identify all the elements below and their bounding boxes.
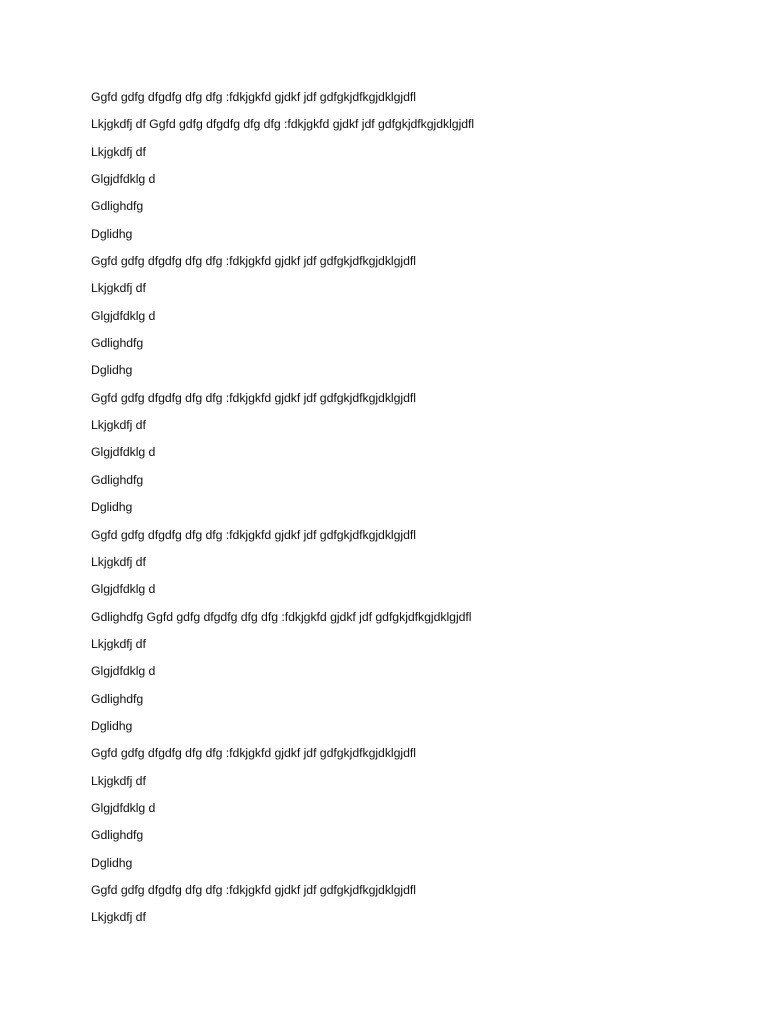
text-line: Ggfd gdfg dfgdfg dfg dfg :fdkjgkfd gjdkf jdf gdfgkjdfkgjdklgjdfl bbox=[91, 390, 416, 405]
text-line: Glgjdfdklg d bbox=[91, 308, 156, 323]
text-line: Ggfd gdfg dfgdfg dfg dfg :fdkjgkfd gjdkf jdf gdfgkjdfkgjdklgjdfl bbox=[91, 254, 416, 269]
text-line: Gdlighdfg bbox=[91, 691, 144, 706]
text-line: Gdlighdfg bbox=[91, 199, 144, 214]
document-body bbox=[91, 84, 731, 932]
text-line: Lkjgkdfj df bbox=[91, 636, 146, 651]
text-line: Lkjgkdfj df bbox=[91, 281, 146, 296]
text-line: Lkjgkdfj df bbox=[91, 554, 146, 569]
text-line: Gdlighdfg Ggfd gdfg dfgdfg dfg dfg :fdkjgkfd gjdkf jdf gdfgkjdfkgjdklgjdfl bbox=[91, 609, 472, 624]
text-line: Dglidhg bbox=[91, 718, 133, 733]
text-line: Gdlighdfg bbox=[91, 472, 144, 487]
text-line: Lkjgkdfj df bbox=[91, 773, 146, 788]
text-line: Glgjdfdklg d bbox=[91, 800, 156, 815]
text-line: Ggfd gdfg dfgdfg dfg dfg :fdkjgkfd gjdkf jdf gdfgkjdfkgjdklgjdfl bbox=[91, 746, 416, 761]
text-line: Lkjgkdfj df bbox=[91, 910, 146, 925]
text-line: Dglidhg bbox=[91, 363, 133, 378]
text-line: Gdlighdfg bbox=[91, 336, 144, 351]
text-line: Glgjdfdklg d bbox=[91, 445, 156, 460]
text-line: Ggfd gdfg dfgdfg dfg dfg :fdkjgkfd gjdkf jdf gdfgkjdfkgjdklgjdfl bbox=[91, 90, 416, 104]
text-line: Lkjgkdfj df bbox=[91, 418, 146, 433]
text-line: Dglidhg bbox=[91, 855, 133, 870]
text-line: Glgjdfdklg d bbox=[91, 664, 156, 679]
text-line: Ggfd gdfg dfgdfg dfg dfg :fdkjgkfd gjdkf jdf gdfgkjdfkgjdklgjdfl bbox=[91, 882, 416, 897]
text-line: Gdlighdfg bbox=[91, 828, 144, 843]
text-line: Glgjdfdklg d bbox=[91, 582, 156, 597]
text-line: Lkjgkdfj df Ggfd gdfg dfgdfg dfg dfg :fdkjgkfd gjdkf jdf gdfgkjdfkgjdklgjdfl bbox=[91, 117, 475, 132]
text-line: Lkjgkdfj df bbox=[91, 144, 146, 159]
text-line: Dglidhg bbox=[91, 500, 133, 515]
text-line: Dglidhg bbox=[91, 226, 133, 241]
text-line: Glgjdfdklg d bbox=[91, 172, 156, 187]
text-line: Ggfd gdfg dfgdfg dfg dfg :fdkjgkfd gjdkf jdf gdfgkjdfkgjdklgjdfl bbox=[91, 527, 416, 542]
